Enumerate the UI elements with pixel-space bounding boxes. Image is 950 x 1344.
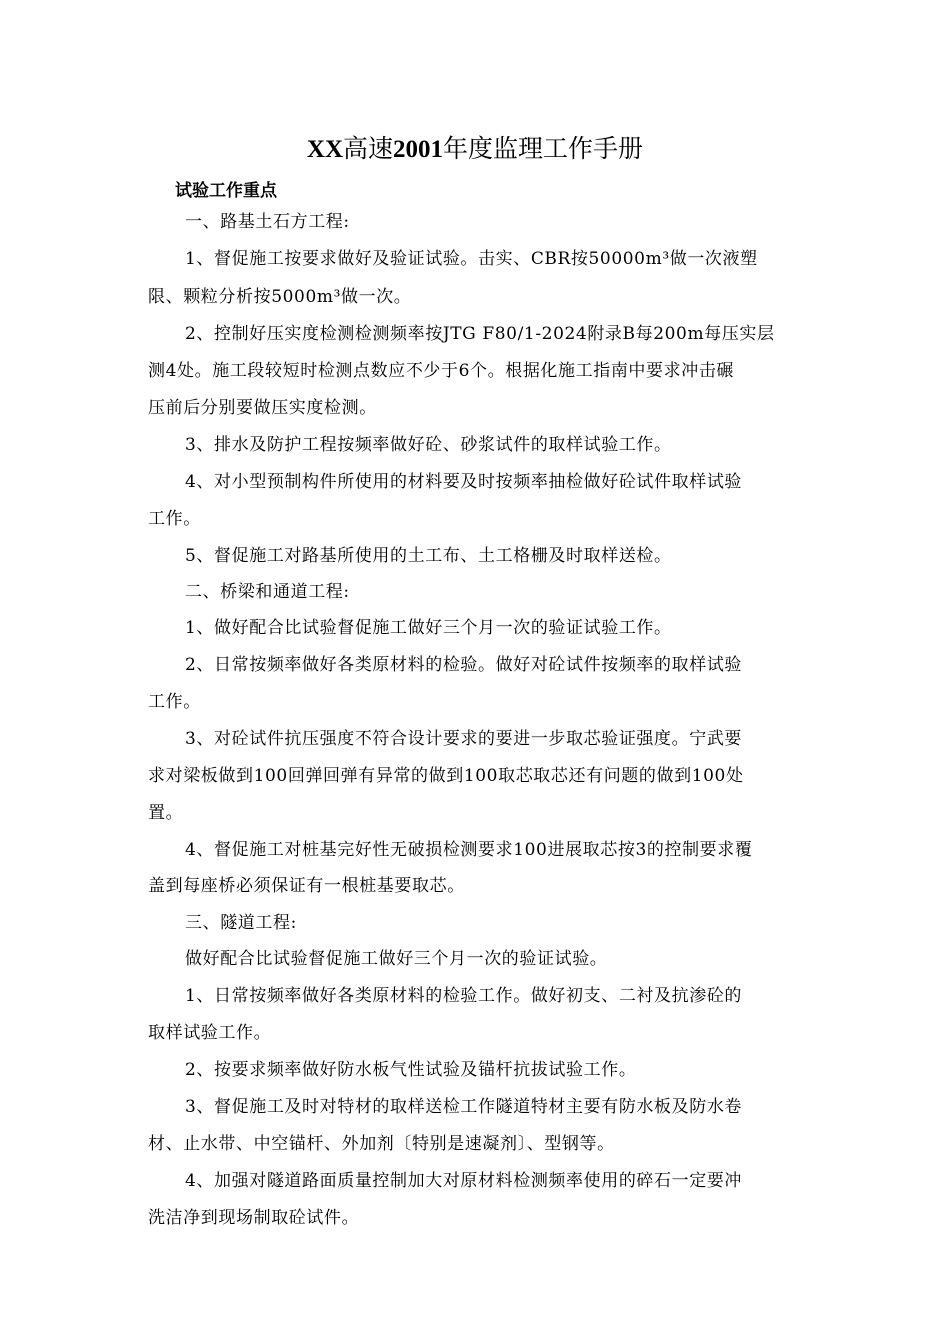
text-line: 求对梁板做到100回弹回弹有异常的做到100取芯取芯还有问题的做到100处 xyxy=(148,766,744,786)
heading-tunnel: 三、隧道工程: xyxy=(185,913,297,933)
section-heading: 试验工作重点 xyxy=(175,181,277,201)
title-part1: 高速 xyxy=(343,136,394,163)
text-line: 1、日常按频率做好各类原材料的检验工作。做好初支、二衬及抗渗砼的 xyxy=(185,986,743,1006)
text-line: 5、督促施工对路基所使用的土工布、土工格栅及时取样送检。 xyxy=(185,546,672,566)
text-line: 3、对砼试件抗压强度不符合设计要求的要进一步取芯验证强度。宁武要 xyxy=(185,729,743,749)
text-line: 3、排水及防护工程按频率做好砼、砂浆试件的取样试验工作。 xyxy=(185,435,672,455)
document-title xyxy=(0,130,950,170)
text-line: 盖到每座桥必须保证有一根桩基要取芯。 xyxy=(148,876,465,896)
text-line: 1、督促施工按要求做好及验证试验。击实、CBR按50000m³做一次液塑 xyxy=(185,249,758,269)
heading-bridge: 二、桥梁和通道工程: xyxy=(185,582,350,602)
text-line: 工作。 xyxy=(148,509,201,529)
text-line: 2、按要求频率做好防水板气性试验及锚杆抗拔试验工作。 xyxy=(185,1060,637,1080)
text-line: 做好配合比试验督促施工做好三个月一次的验证试验。 xyxy=(185,949,608,969)
text-line: 取样试验工作。 xyxy=(148,1023,272,1043)
text-line: 2、控制好压实度检测检测频率按JTG F80/1-2024附录B每200m每压实层 xyxy=(185,324,775,344)
heading-subgrade: 一、路基土石方工程: xyxy=(185,212,350,232)
title-part2: 年度监理工作手册 xyxy=(443,136,644,163)
text-line: 限、颗粒分析按5000m³做一次。 xyxy=(148,287,412,307)
text-line: 洗洁净到现场制取砼试件。 xyxy=(148,1208,360,1228)
text-line: 1、做好配合比试验督促施工做好三个月一次的验证试验工作。 xyxy=(185,618,672,638)
text-line: 3、督促施工及时对特材的取样送检工作隧道特材主要有防水板及防水卷 xyxy=(185,1097,743,1117)
text-line: 测4处。施工段较短时检测点数应不少于6个。根据化施工指南中要求冲击碾 xyxy=(148,361,735,381)
text-line: 4、督促施工对桩基完好性无破损检测要求100进展取芯按3的控制要求覆 xyxy=(185,840,753,860)
text-line: 压前后分别要做压实度检测。 xyxy=(148,398,377,418)
text-line: 工作。 xyxy=(148,692,201,712)
title-prefix: XX xyxy=(306,136,344,163)
text-line: 置。 xyxy=(148,803,184,823)
title-year: 2001 xyxy=(393,136,444,163)
text-line: 2、日常按频率做好各类原材料的检验。做好对砼试件按频率的取样试验 xyxy=(185,655,743,675)
text-line: 材、止水带、中空锚杆、外加剂〔特别是速凝剂〕、型钢等。 xyxy=(148,1134,615,1154)
text-line: 4、对小型预制构件所使用的材料要及时按频率抽检做好砼试件取样试验 xyxy=(185,472,743,492)
text-line: 4、加强对隧道路面质量控制加大对原材料检测频率使用的碎石一定要冲 xyxy=(185,1171,743,1191)
